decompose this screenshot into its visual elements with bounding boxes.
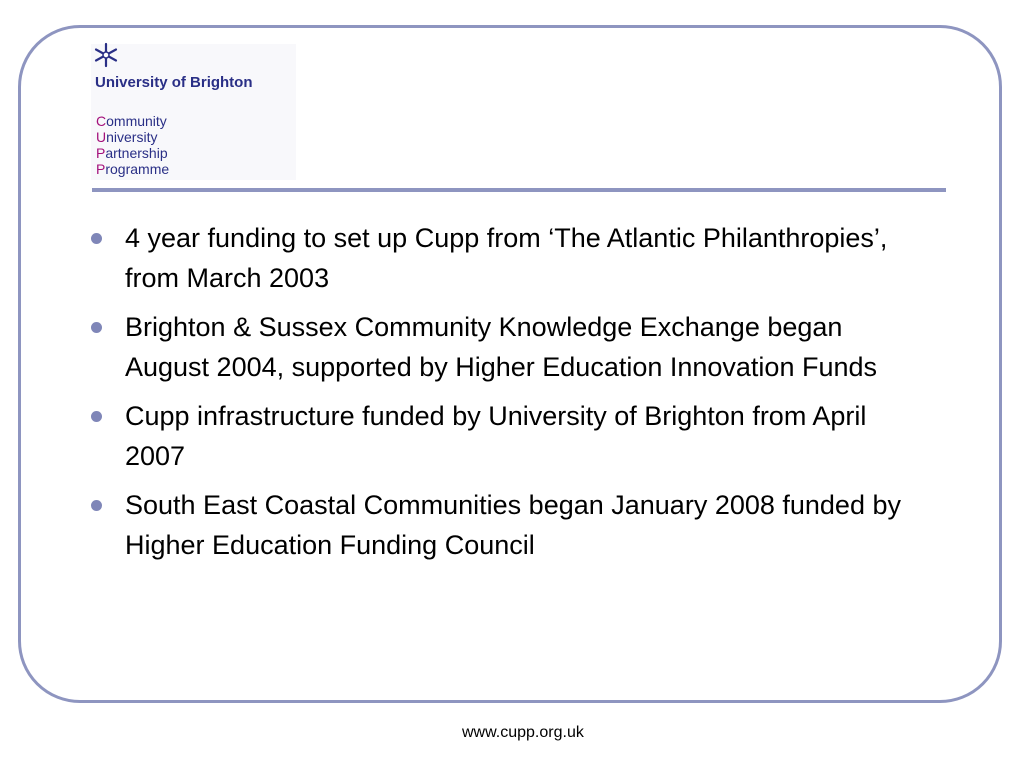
- bullet-icon: [91, 233, 102, 244]
- programme-line: University: [96, 129, 158, 145]
- bullet-icon: [91, 322, 102, 333]
- programme-line: Programme: [96, 161, 170, 177]
- bullet-item: [88, 218, 928, 298]
- programme-line: Community: [96, 113, 167, 129]
- bullet-icon: [91, 500, 102, 511]
- bullet-list: [88, 218, 928, 574]
- programme-line: Partnership: [96, 145, 168, 161]
- header-divider: [92, 188, 946, 192]
- footer-url: www.cupp.org.uk: [462, 724, 584, 741]
- bullet-item: [88, 396, 928, 476]
- star-logo-icon: [93, 42, 119, 68]
- bullet-icon: [91, 411, 102, 422]
- bullet-text: South East Coastal Communities began January 2008 funded by Higher Education Funding Council: [125, 490, 901, 560]
- university-name: University of Brighton: [95, 74, 253, 91]
- bullet-item: [88, 485, 928, 565]
- bullet-text: Cupp infrastructure funded by University of Brighton from April 2007: [125, 401, 867, 471]
- bullet-item: [88, 307, 928, 387]
- bullet-text: 4 year funding to set up Cupp from ‘The Atlantic Philanthropies’, from March 2003: [125, 223, 888, 293]
- bullet-text: Brighton & Sussex Community Knowledge Exchange began August 2004, supported by Higher Education Innovation Funds: [125, 312, 878, 382]
- programme-name: [96, 113, 169, 177]
